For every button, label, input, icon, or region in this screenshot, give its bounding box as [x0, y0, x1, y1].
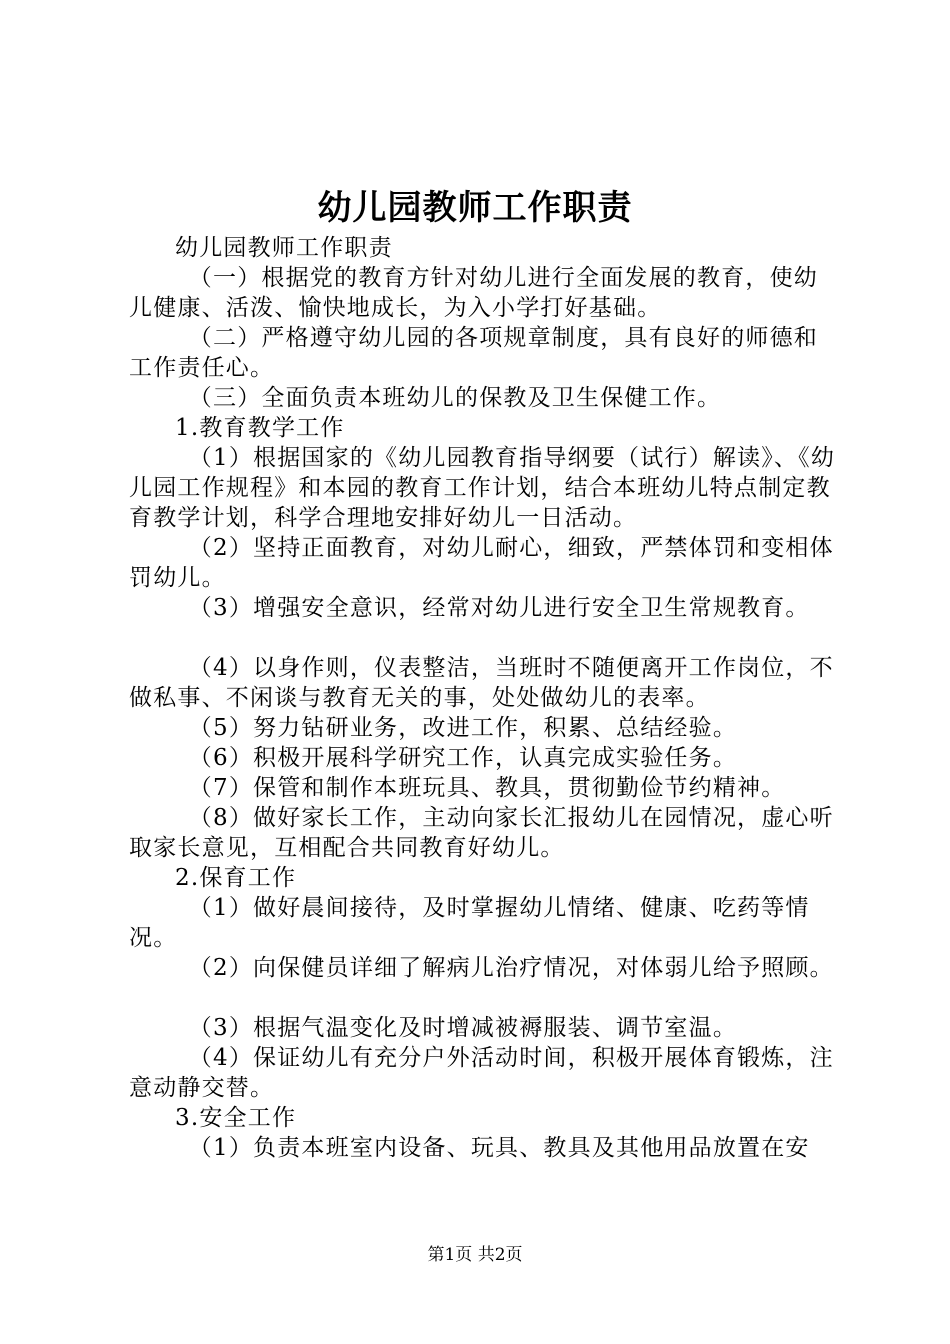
paragraph: （二）严格遵守幼儿园的各项规章制度，具有良好的师德和工作责任心。 — [129, 325, 818, 381]
section-heading: 2.保育工作 — [175, 865, 297, 891]
paragraph: （3）增强安全意识，经常对幼儿进行安全卫生常规教育。 — [188, 595, 810, 621]
section-heading: 1.教育教学工作 — [175, 415, 345, 441]
paragraph: （8）做好家长工作，主动向家长汇报幼儿在园情况，虚心听取家长意见，互相配合共同教育好幼儿。 — [129, 805, 834, 861]
paragraph: （三）全面负责本班幼儿的保教及卫生保健工作。 — [188, 385, 722, 411]
paragraph: （1）做好晨间接待，及时掌握幼儿情绪、健康、吃药等情况。 — [129, 895, 810, 951]
paragraph: （2）向保健员详细了解病儿治疗情况，对体弱儿给予照顾。 — [188, 955, 834, 981]
paragraph: （4）以身作则，仪表整洁，当班时不随便离开工作岗位，不做私事、不闲谈与教育无关的事，处处做幼儿的表率。 — [129, 655, 834, 711]
paragraph: （5）努力钻研业务，改进工作，积累、总结经验。 — [188, 715, 738, 741]
paragraph: （一）根据党的教育方针对幼儿进行全面发展的教育，使幼儿健康、活泼、愉快地成长，为入小学打好基础。 — [129, 265, 818, 321]
paragraph: （3）根据气温变化及时增减被褥服装、调节室温。 — [188, 1015, 738, 1041]
paragraph: （7）保管和制作本班玩具、教具，贯彻勤俭节约精神。 — [188, 775, 786, 801]
paragraph: （1）根据国家的《幼儿园教育指导纲要（试行）解读》、《幼儿园工作规程》和本园的教育工作计划，结合本班幼儿特点制定教育教学计划，科学合理地安排好幼儿一日活动。 — [129, 445, 836, 531]
paragraph: 幼儿园教师工作职责 — [175, 235, 393, 261]
document-body — [129, 233, 839, 1163]
section-heading: 3.安全工作 — [175, 1105, 297, 1131]
paragraph: （4）保证幼儿有充分户外活动时间，积极开展体育锻炼，注意动静交替。 — [129, 1045, 834, 1101]
paragraph: （6）积极开展科学研究工作，认真完成实验任务。 — [188, 745, 738, 771]
document-title: 幼儿园教师工作职责 — [317, 188, 633, 228]
paragraph-gap — [129, 983, 839, 1013]
paragraph: （2）坚持正面教育，对幼儿耐心，细致，严禁体罚和变相体罚幼儿。 — [129, 535, 834, 591]
paragraph-gap — [129, 623, 839, 653]
paragraph: （1）负责本班室内设备、玩具、教具及其他用品放置在安 — [188, 1135, 810, 1161]
page-footer: 第1页 共2页 — [427, 1245, 523, 1265]
